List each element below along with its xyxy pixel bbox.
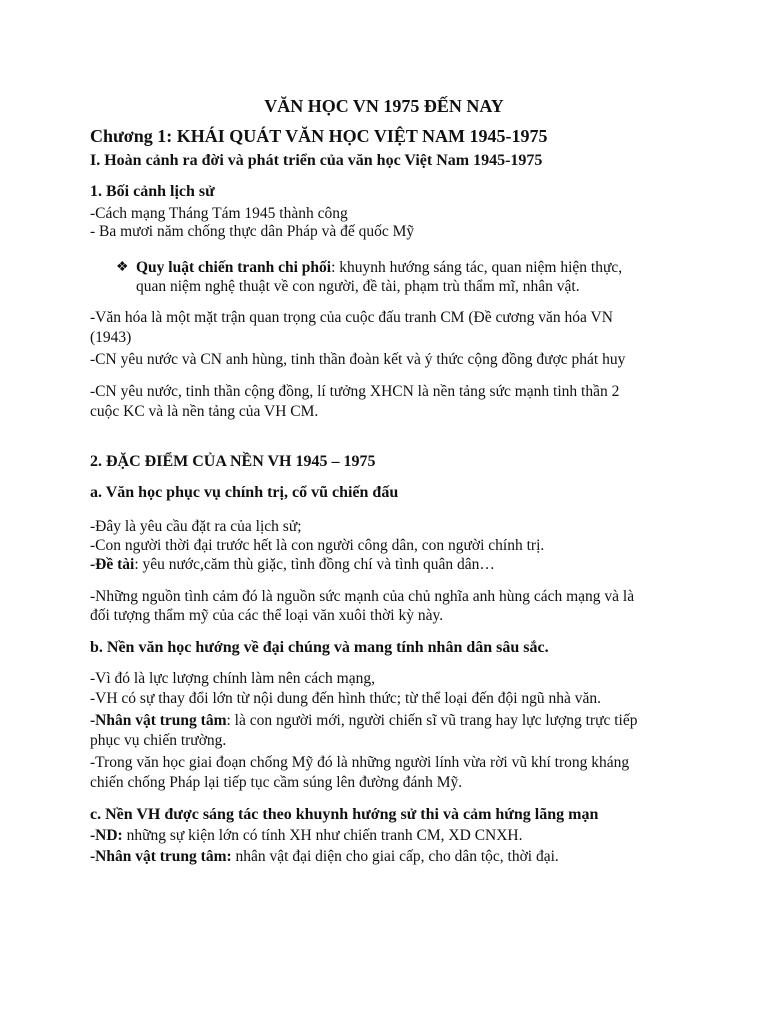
text-line: (1943) xyxy=(90,329,132,346)
text-line: - Ba mươi năm chống thực dân Pháp và đế quốc Mỹ xyxy=(90,223,415,240)
text-line: phục vụ chiến trường. xyxy=(90,732,227,749)
document-title: VĂN HỌC VN 1975 ĐẾN NAY xyxy=(264,96,504,116)
topic-line xyxy=(90,555,495,575)
text-line: cuộc KC và là nền tảng của VH CM. xyxy=(90,403,319,420)
central-character-line xyxy=(90,711,637,731)
text-line: -Những nguồn tình cảm đó là nguồn sức mạnh của chủ nghĩa anh hùng cách mạng và là xyxy=(90,588,635,605)
text-line: -VH có sự thay đổi lớn từ nội dung đến hình thức; từ thể loại đến đội ngũ nhà văn. xyxy=(90,690,602,707)
content-text: những sự kiện lớn có tính XH như chiến tranh CM, XD CNXH. xyxy=(122,827,523,844)
heading-c: c. Nền VH được sáng tác theo khuynh hướng sử thi và cảm hứng lãng mạn xyxy=(90,806,599,823)
central-character-text: nhân vật đại diện cho giai cấp, cho dân tộc, thời đại. xyxy=(231,848,559,865)
content-bold-label: -ND: xyxy=(90,827,123,844)
chapter-heading: Chương 1: KHÁI QUÁT VĂN HỌC VIỆT NAM 1945-1975 xyxy=(90,126,548,146)
text-line: -Đây là yêu cầu đặt ra của lịch sử; xyxy=(90,518,302,535)
bullet-text: : khuynh hướng sáng tác, quan niệm hiện thực, xyxy=(331,259,623,276)
heading-b: b. Nền văn học hướng về đại chúng và mang tính nhân dân sâu sắc. xyxy=(90,639,549,656)
text-line: đối tượng thẩm mỹ của các thể loại văn xuôi thời kỳ này. xyxy=(90,607,444,624)
text-line: -CN yêu nước và CN anh hùng, tinh thần đoàn kết và ý thức cộng đồng được phát huy xyxy=(90,351,626,368)
heading-a: a. Văn học phục vụ chính trị, cổ vũ chiến đấu xyxy=(90,484,399,501)
text-line: -Trong văn học giai đoạn chống Mỹ đó là những người lính vừa rời vũ khí trong kháng xyxy=(90,754,630,771)
text-line: -Cách mạng Tháng Tám 1945 thành công xyxy=(90,205,348,222)
subsection-heading-2: 2. ĐẶC ĐIỂM CỦA NỀN VH 1945 – 1975 xyxy=(90,453,376,470)
central-character-text: : là con người mới, người chiến sĩ vũ trang hay lực lượng trực tiếp xyxy=(226,712,638,729)
bullet-line xyxy=(136,258,622,278)
content-line xyxy=(90,826,523,846)
central-character-bold-label: -Nhân vật trung tâm xyxy=(90,712,227,729)
text-line: -Văn hóa là một mặt trận quan trọng của cuộc đấu tranh CM (Đề cương văn hóa VN xyxy=(90,309,613,326)
text-line: -Vì đó là lực lượng chính làm nên cách mạng, xyxy=(90,670,375,687)
diamond-bullet-icon: ❖ xyxy=(116,260,129,275)
text-line: -CN yêu nước, tinh thần cộng đồng, lí tưởng XHCN là nền tảng sức mạnh tinh thần 2 xyxy=(90,383,620,400)
bullet-bold-label: Quy luật chiến tranh chi phối xyxy=(136,259,332,276)
text-line: chiến chống Pháp lại tiếp tục cầm súng lên đường đánh Mỹ. xyxy=(90,774,463,791)
text-line: -Con người thời đại trước hết là con người công dân, con người chính trị. xyxy=(90,537,545,554)
topic-text: : yêu nước,căm thù giặc, tình đồng chí và tình quân dân… xyxy=(134,556,495,573)
section-heading: I. Hoàn cảnh ra đời và phát triển của văn học Việt Nam 1945-1975 xyxy=(90,152,543,169)
central-character-bold-label: -Nhân vật trung tâm: xyxy=(90,848,232,865)
topic-bold-label: -Đề tài xyxy=(90,556,135,573)
central-character-line xyxy=(90,847,559,867)
bullet-continuation: quan niệm nghệ thuật về con người, đề tài, phạm trù thẩm mĩ, nhân vật. xyxy=(136,278,580,295)
subsection-heading-1: 1. Bối cảnh lịch sử xyxy=(90,183,215,200)
